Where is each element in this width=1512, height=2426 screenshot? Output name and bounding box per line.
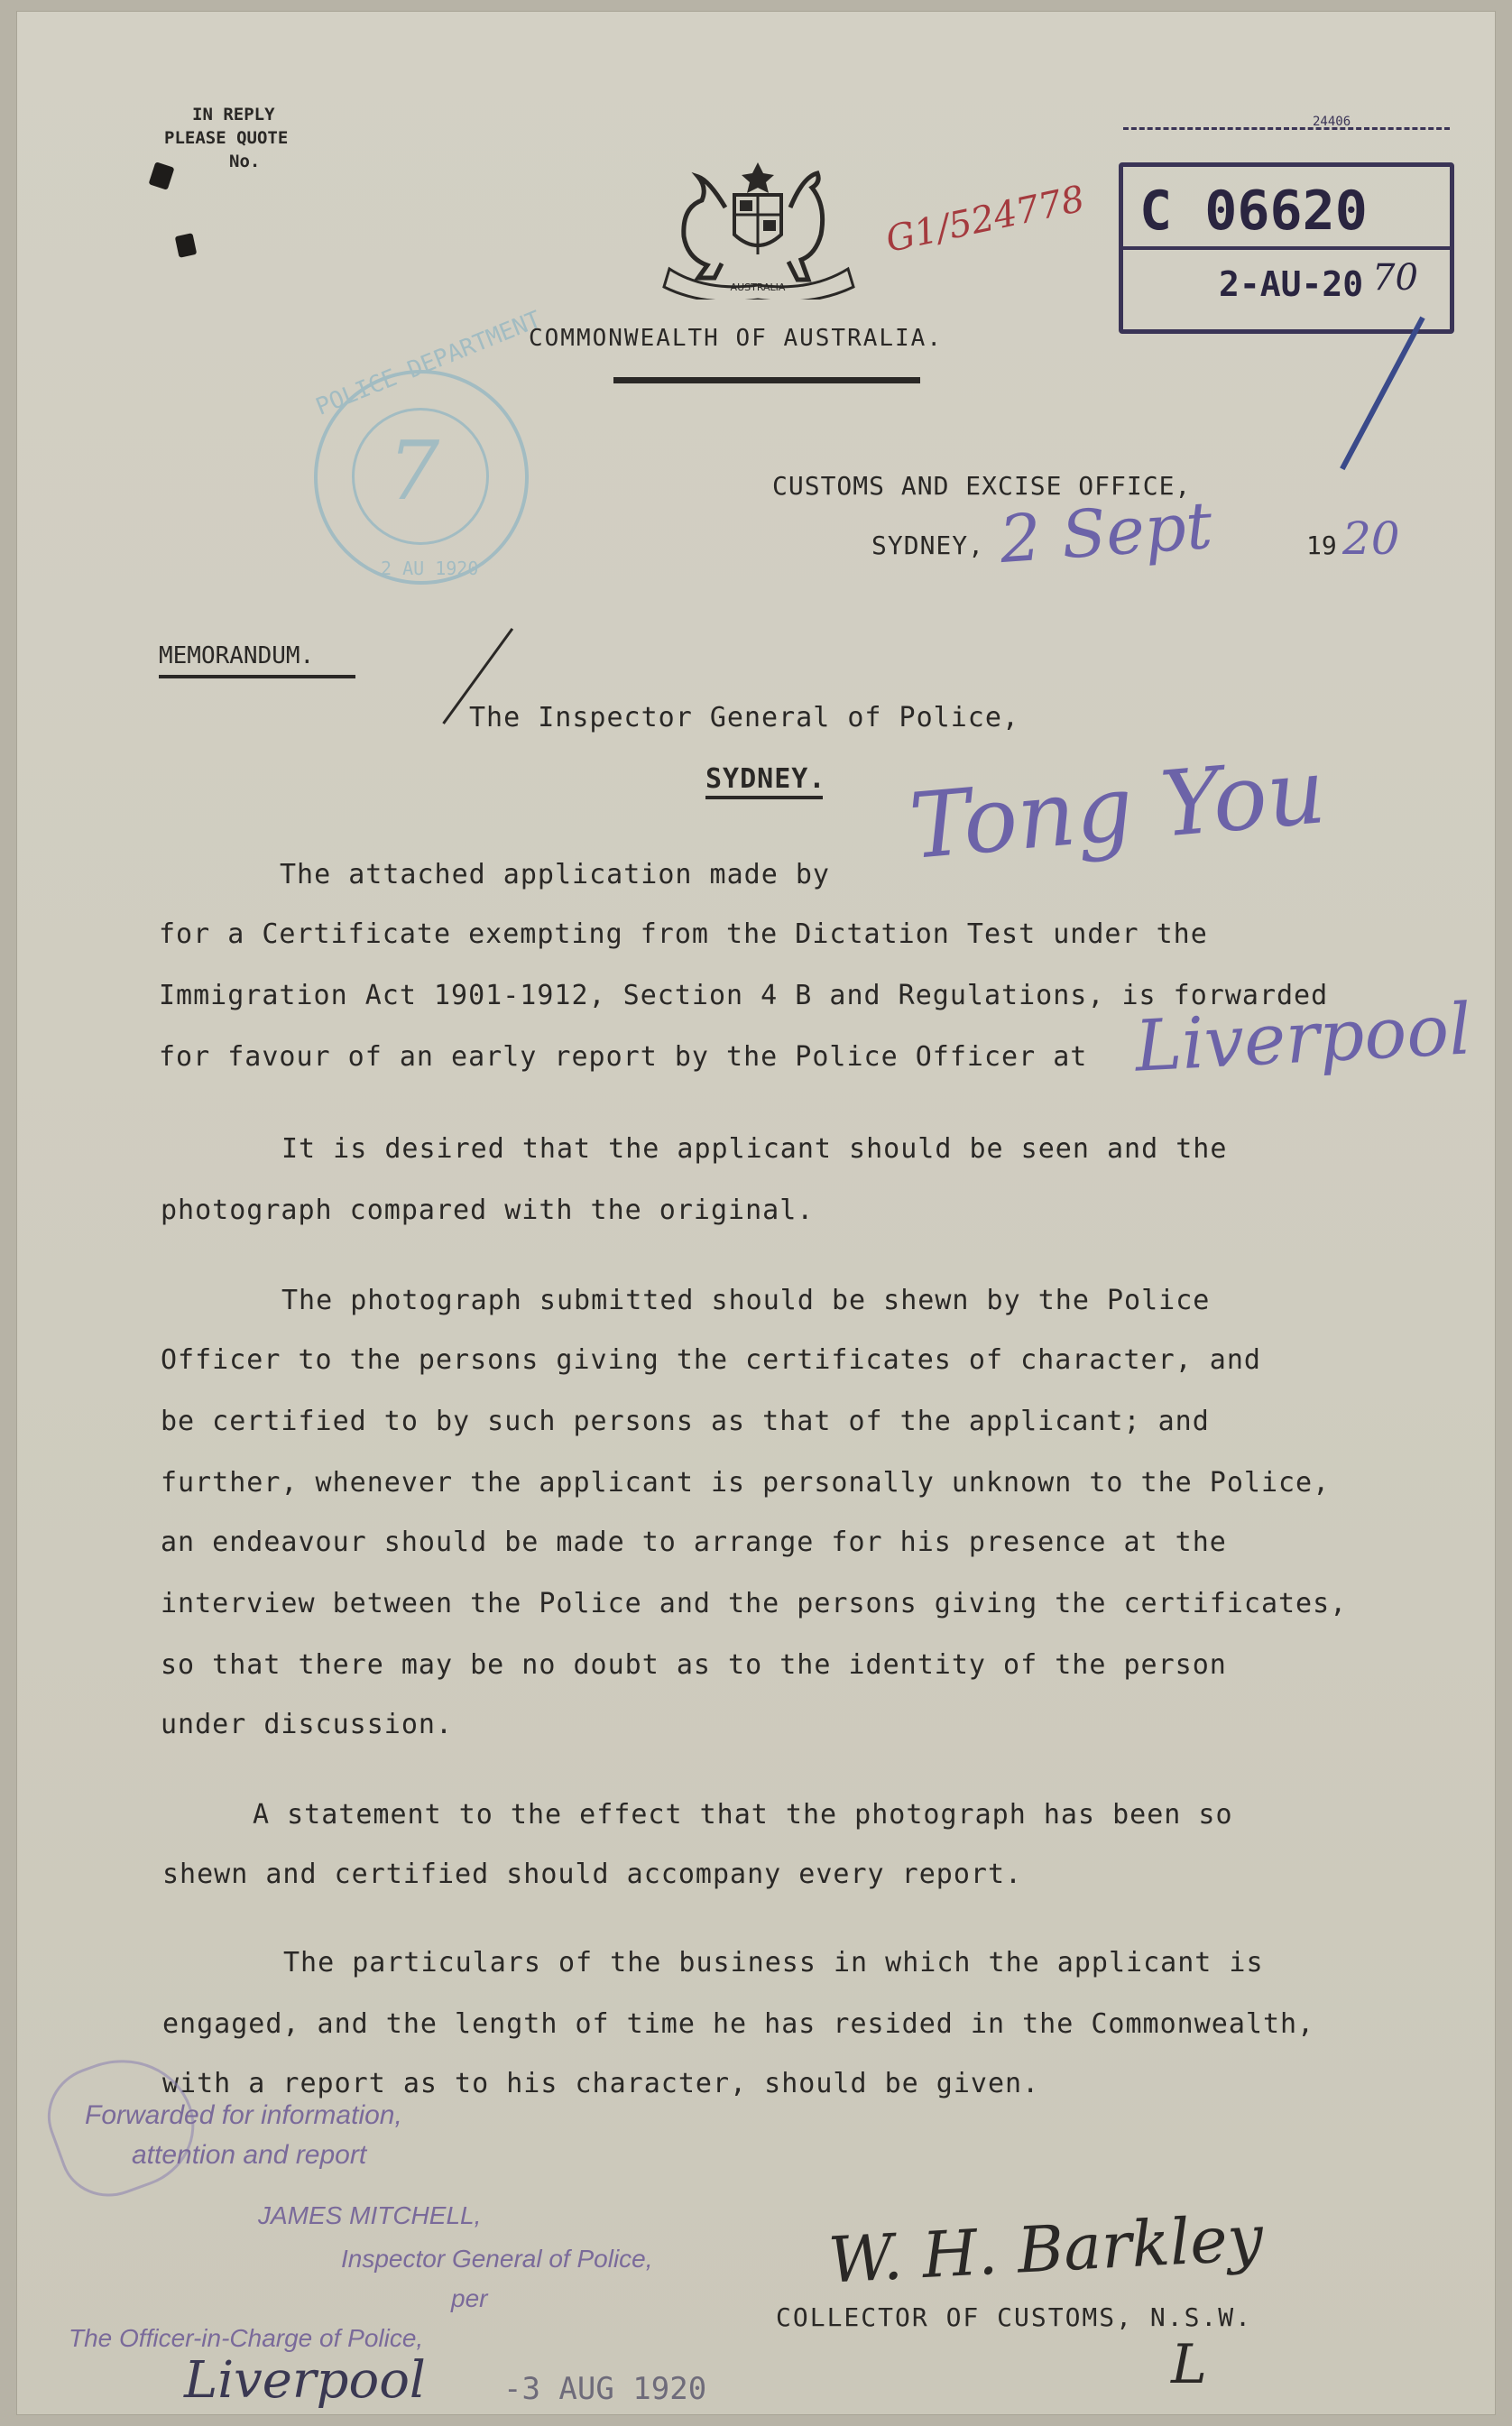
para2-line2: photograph compared with the original. bbox=[161, 1195, 815, 1226]
handwritten-reference: G1/524778 bbox=[882, 178, 1089, 261]
stamp-date: 2-AU-20 bbox=[1219, 264, 1364, 304]
para2-line1: It is desired that the applicant should be seen and the bbox=[281, 1133, 1228, 1165]
police-stamp-icon: 7 POLICE DEPARTMENT 2 AU 1920 bbox=[314, 370, 529, 585]
forward-line-3: JAMES MITCHELL, bbox=[258, 2201, 482, 2229]
addressee-city: SYDNEY. bbox=[705, 763, 826, 795]
handwritten-applicant: Tong You bbox=[905, 738, 1330, 880]
para1-line4: for favour of an early report by the Police Officer at bbox=[159, 1041, 1088, 1073]
svg-text:AUSTRALIA: AUSTRALIA bbox=[730, 281, 786, 293]
forward-date: -3 AUG 1920 bbox=[503, 2371, 707, 2407]
handwritten-location: Liverpool bbox=[1132, 989, 1474, 1088]
para1-line2: for a Certificate exempting from the Dictation Test under the bbox=[159, 918, 1208, 950]
para3-line8: under discussion. bbox=[161, 1709, 454, 1740]
para3-line4: further, whenever the applicant is personally unknown to the Police, bbox=[161, 1467, 1331, 1499]
police-stamp-text: POLICE DEPARTMENT bbox=[312, 306, 546, 421]
forward-line-4: Inspector General of Police, bbox=[341, 2245, 653, 2273]
para3-line1: The photograph submitted should be shewn by the Police bbox=[281, 1285, 1211, 1316]
reply-line-3: No. bbox=[229, 152, 261, 171]
para4-line2: shewn and certified should accompany every report. bbox=[162, 1859, 1023, 1890]
para3-line5: an endeavour should be made to arrange for his presence at the bbox=[161, 1527, 1227, 1558]
page-heading: COMMONWEALTH OF AUSTRALIA. bbox=[529, 325, 943, 352]
stamp-small-number: 24406 bbox=[1313, 115, 1351, 129]
collector-title: COLLECTOR OF CUSTOMS, N.S.W. bbox=[776, 2302, 1253, 2332]
office-line: CUSTOMS AND EXCISE OFFICE, bbox=[772, 471, 1192, 501]
para1-line1: The attached application made by bbox=[280, 859, 830, 890]
police-stamp-date: 2 AU 1920 bbox=[381, 558, 479, 579]
para3-line6: interview between the Police and the persons giving the certificates, bbox=[161, 1588, 1348, 1619]
forward-line-6: The Officer-in-Charge of Police, bbox=[69, 2324, 424, 2352]
ink-blot bbox=[149, 161, 175, 190]
reply-line-1: IN REPLY bbox=[192, 105, 275, 125]
para5-line1: The particulars of the business in which the applicant is bbox=[283, 1947, 1264, 1979]
initials: L bbox=[1171, 2333, 1207, 2396]
para5-line2: engaged, and the length of time he has resided in the Commonwealth, bbox=[162, 2008, 1315, 2040]
para1-line3: Immigration Act 1901-1912, Section 4 B and Regulations, is forwarded bbox=[159, 980, 1329, 1011]
office-city: SYDNEY, bbox=[871, 530, 985, 560]
handwritten-date: 2 Sept bbox=[997, 486, 1215, 578]
stamp-number: C 06620 bbox=[1139, 180, 1368, 243]
file-stamp bbox=[1119, 115, 1454, 334]
collector-signature: W. H. Barkley bbox=[826, 2200, 1266, 2298]
para3-line3: be certified to by such persons as that of the applicant; and bbox=[161, 1406, 1210, 1437]
forward-place-hand: Liverpool bbox=[184, 2351, 426, 2410]
pencil-stroke bbox=[1340, 317, 1424, 471]
para3-line2: Officer to the persons giving the certificates of character, and bbox=[161, 1344, 1261, 1376]
forward-line-2: attention and report bbox=[132, 2140, 367, 2170]
handwritten-year: 20 bbox=[1342, 512, 1400, 565]
memo-label: MEMORANDUM. bbox=[159, 642, 315, 669]
memorandum-page bbox=[16, 11, 1496, 2415]
forward-line-5: per bbox=[451, 2284, 488, 2312]
para4-line1: A statement to the effect that the photograph has been so bbox=[253, 1799, 1233, 1831]
stamp-handwritten: 70 bbox=[1372, 257, 1418, 299]
coat-of-arms-icon bbox=[642, 155, 877, 300]
para3-line7: so that there may be no doubt as to the identity of the person bbox=[161, 1649, 1227, 1681]
addressee-line: The Inspector General of Police, bbox=[469, 702, 1019, 733]
year-prefix: 19 bbox=[1306, 530, 1337, 560]
para5-line3: with a report as to his character, should be given. bbox=[162, 2068, 1040, 2099]
forward-line-1: Forwarded for information, bbox=[85, 2100, 402, 2130]
reply-line-2: PLEASE QUOTE bbox=[164, 128, 289, 148]
ink-blot bbox=[175, 233, 198, 258]
heading-rule bbox=[613, 377, 920, 383]
